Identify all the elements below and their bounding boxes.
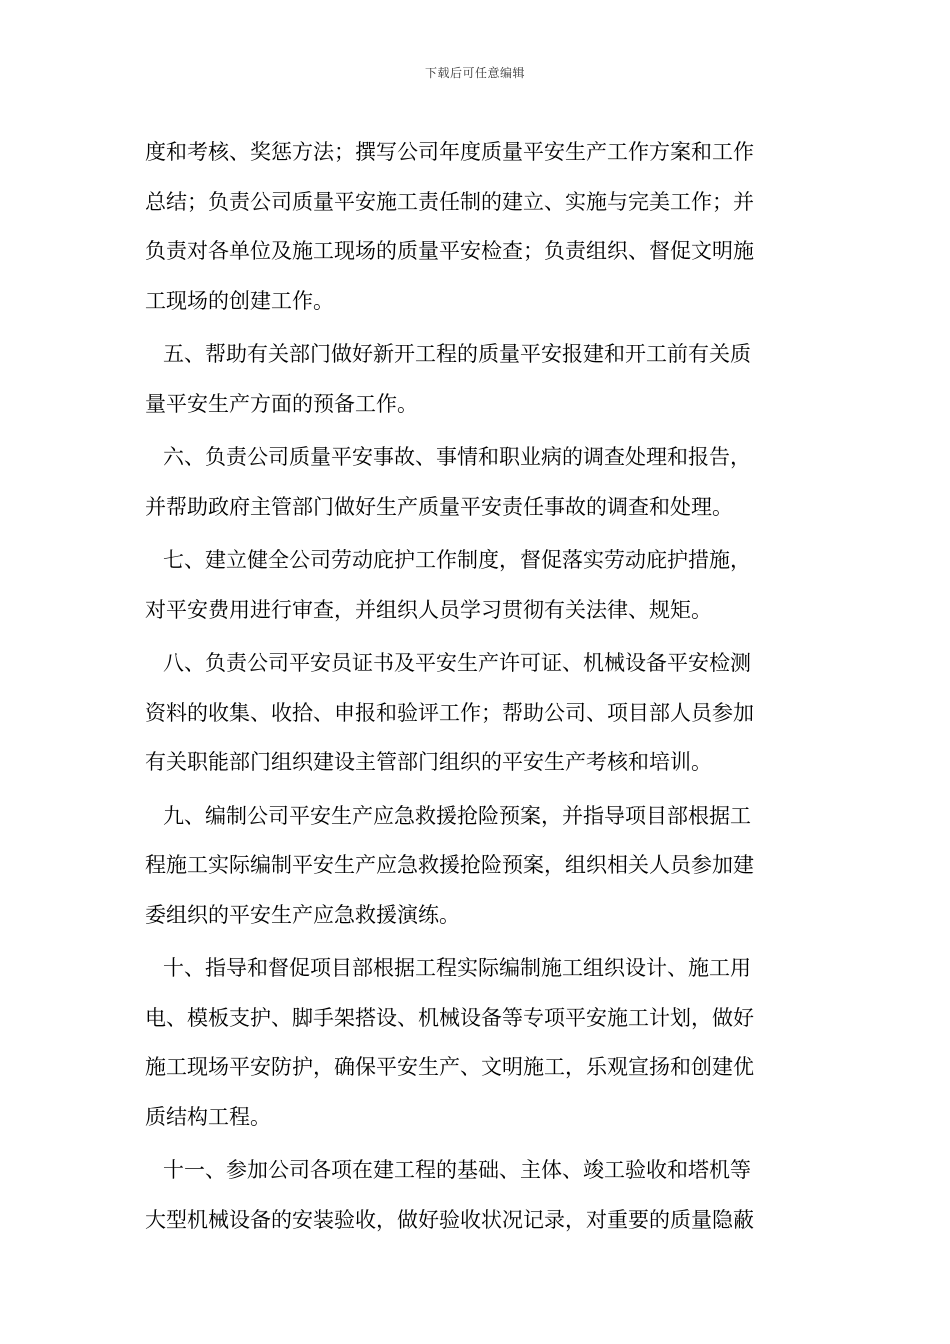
text-line: 委组织的平安生产应急救援演练。 xyxy=(145,902,460,927)
paragraph xyxy=(145,330,805,429)
paragraph xyxy=(145,639,805,788)
text-line: 五、帮助有关部门做好新开工程的质量平安报建和开工前有关质 xyxy=(163,342,751,366)
text-line: 质结构工程。 xyxy=(145,1104,271,1129)
text-line: 十、指导和督促项目部根据工程实际编制施工组织设计、施工用 xyxy=(163,956,751,980)
paragraph xyxy=(145,128,805,326)
text-line: 程施工实际编制平安生产应急救援抢险预案，组织相关人员参加建 xyxy=(145,853,754,877)
document-body xyxy=(145,128,805,1245)
text-line: 度和考核、奖惩方法；撰写公司年度质量平安生产工作方案和工作 xyxy=(145,140,754,164)
paragraph xyxy=(145,944,805,1142)
text-line: 负责对各单位及施工现场的质量平安检查；负责组织、督促文明施 xyxy=(145,239,754,263)
text-line: 工现场的创建工作。 xyxy=(145,288,334,313)
paragraph xyxy=(145,1146,805,1245)
paragraph xyxy=(145,536,805,635)
text-line: 量平安生产方面的预备工作。 xyxy=(145,391,418,416)
text-line: 对平安费用进行审查，并组织人员学习贯彻有关法律、规矩。 xyxy=(145,597,712,622)
text-line: 八、负责公司平安员证书及平安生产许可证、机械设备平安检测 xyxy=(163,651,751,675)
text-line: 有关职能部门组织建设主管部门组织的平安生产考核和培训。 xyxy=(145,750,712,774)
text-line: 大型机械设备的安装验收，做好验收状况记录，对重要的质量隐蔽 xyxy=(145,1207,754,1232)
text-line: 电、模板支护、脚手架搭设、机械设备等专项平安施工计划，做好 xyxy=(145,1005,754,1030)
text-line: 施工现场平安防护，确保平安生产、文明施工，乐观宣扬和创建优 xyxy=(145,1055,754,1079)
text-line: 总结；负责公司质量平安施工责任制的建立、实施与完美工作；并 xyxy=(145,189,754,214)
text-line: 十一、参加公司各项在建工程的基础、主体、竣工验收和塔机等 xyxy=(163,1158,751,1182)
text-line: 七、建立健全公司劳动庇护工作制度，督促落实劳动庇护措施， xyxy=(163,548,751,572)
text-line: 资料的收集、收拾、申报和验评工作；帮助公司、项目部人员参加 xyxy=(145,700,754,725)
page-header: 下载后可任意编辑 xyxy=(424,66,525,80)
paragraph xyxy=(145,433,805,532)
text-line: 九、编制公司平安生产应急救援抢险预案，并指导项目部根据工 xyxy=(163,803,751,828)
text-line: 六、负责公司质量平安事故、事情和职业病的调查处理和报告， xyxy=(163,445,751,469)
text-line: 并帮助政府主管部门做好生产质量平安责任事故的调查和处理。 xyxy=(145,494,733,519)
paragraph xyxy=(145,792,805,941)
